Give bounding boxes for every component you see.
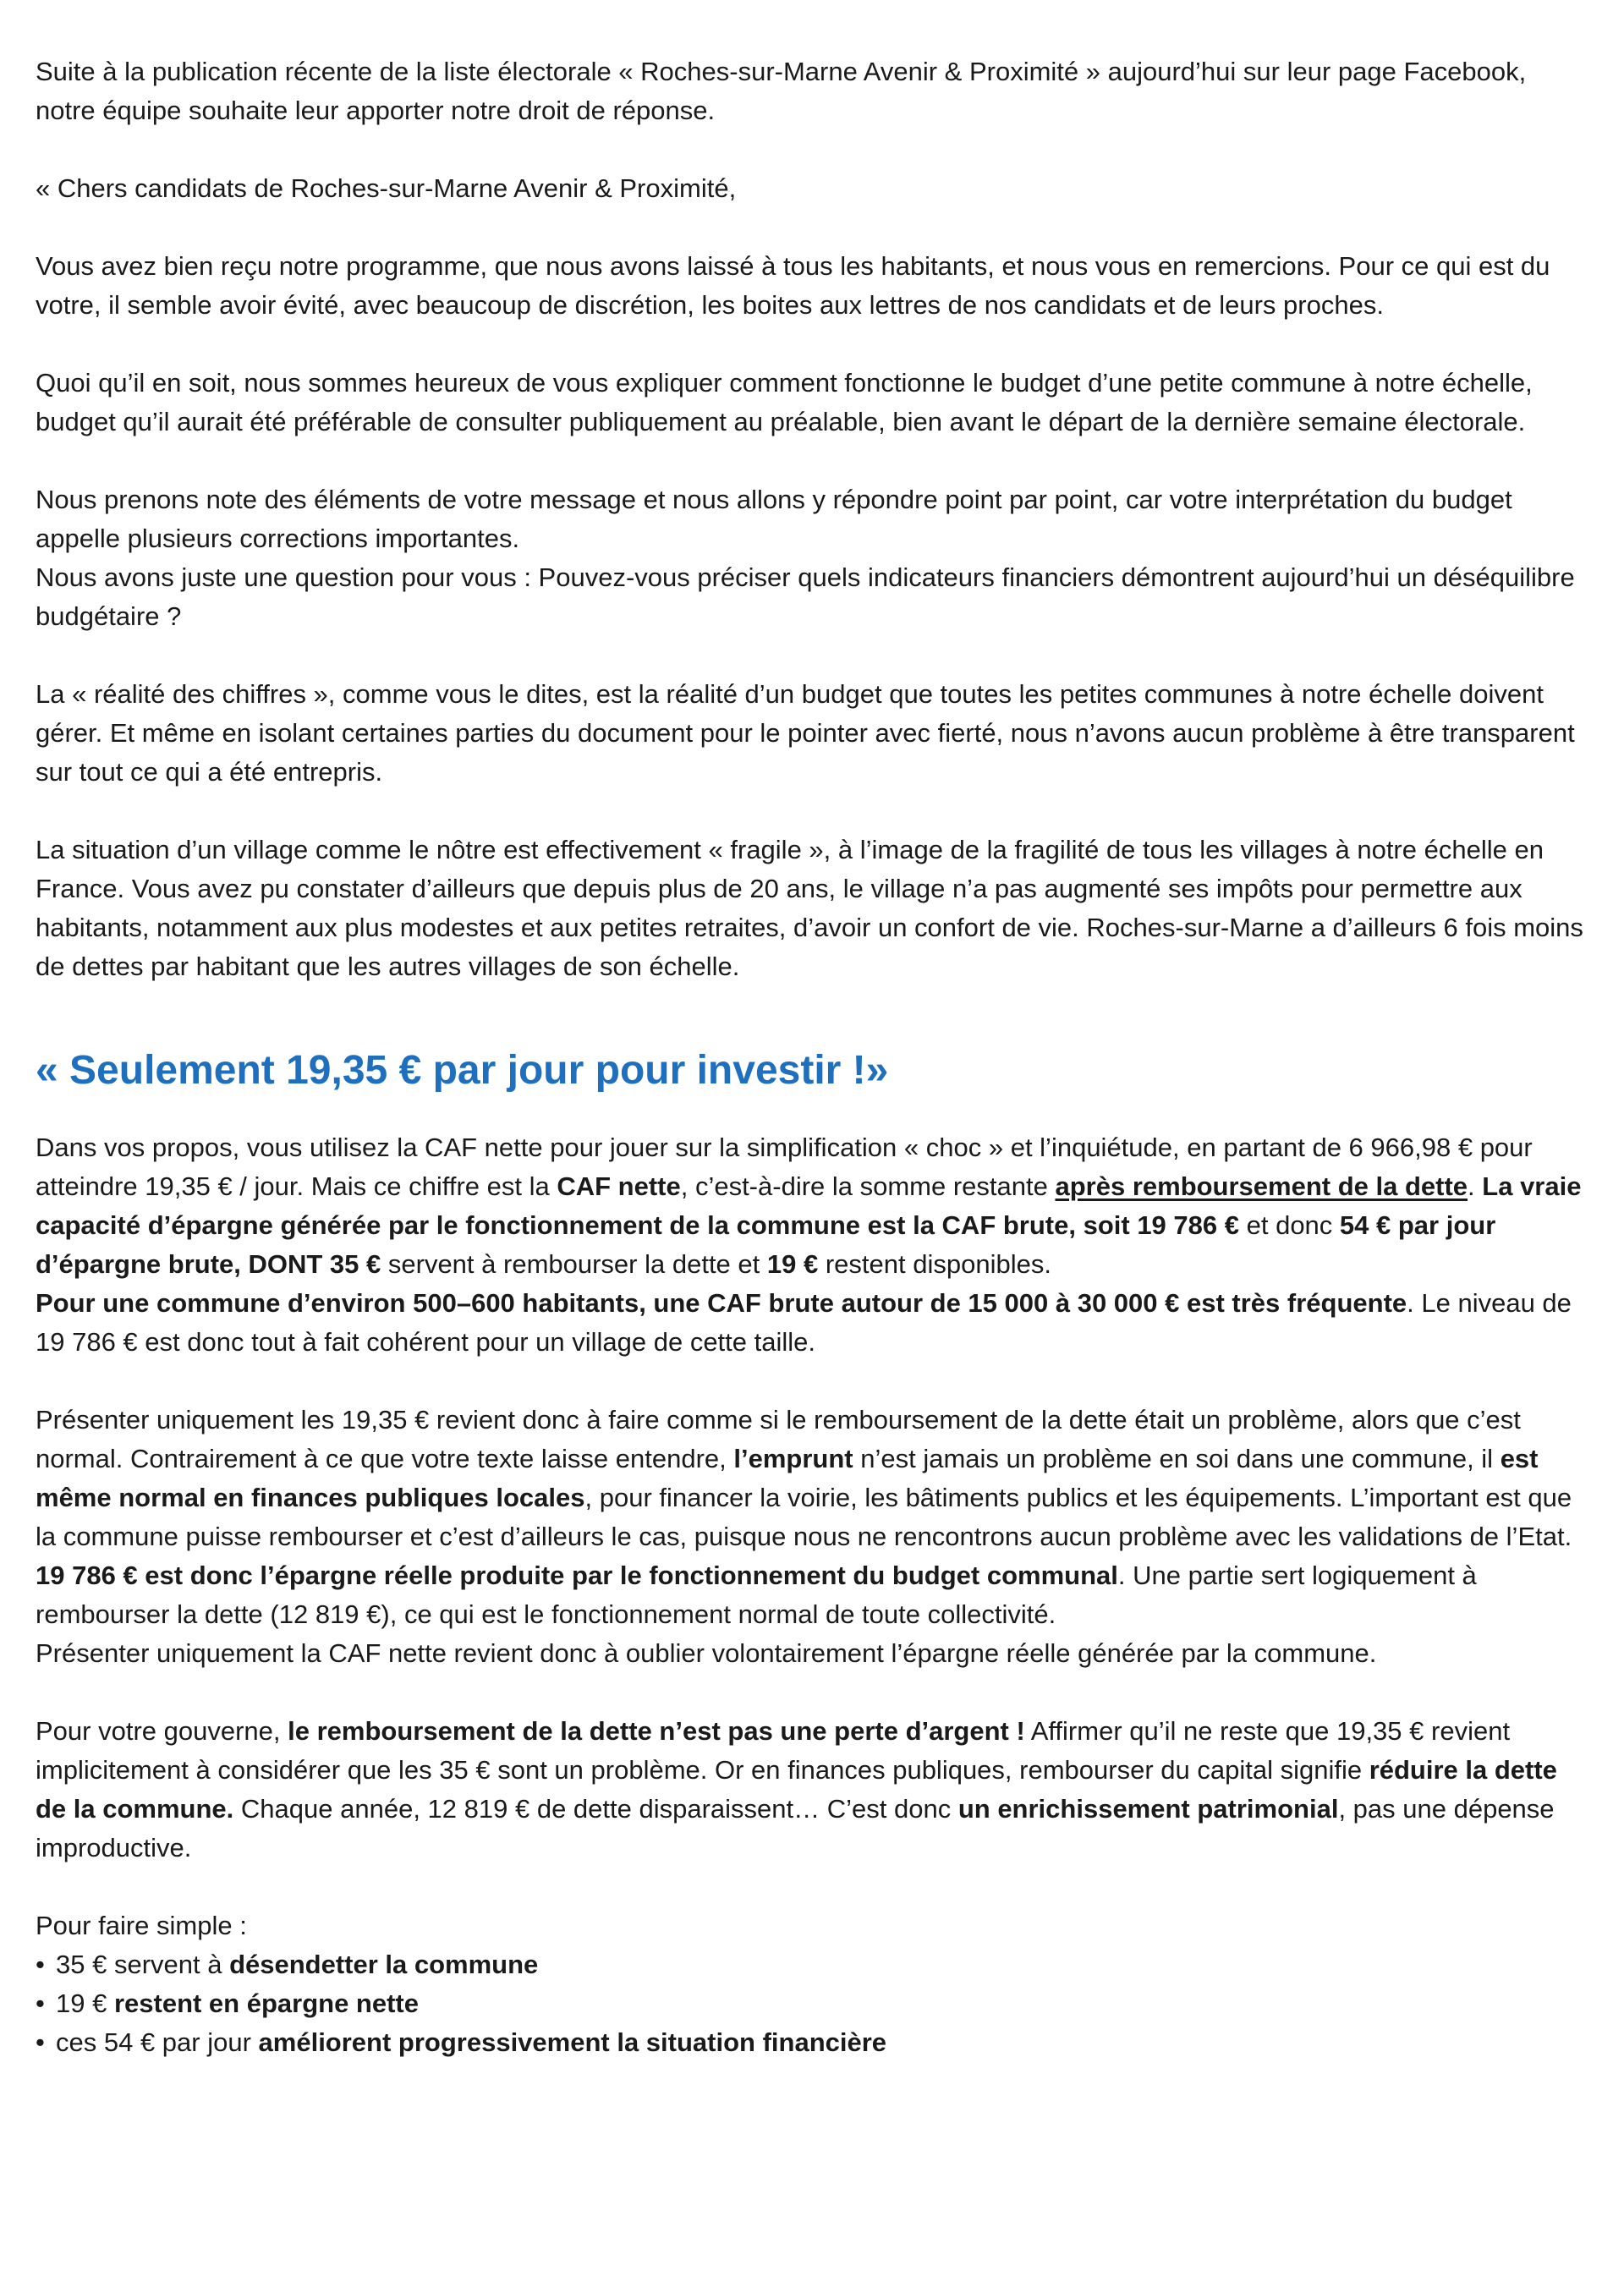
debt-normal-paragraph: Présenter uniquement les 19,35 € revient donc à faire comme si le remboursement de la dette était un problème, alors que c’est normal. Contrairement à ce que votre texte laisse entendre, l’emprunt n’est jamais un problème en soi dans une commune, il est même normal en finances publiques locales, pour financer la voirie, les bâtiments publics et les équipements. L’important est que la commune puisse rembourser et c’est d’ailleurs le cas, puisque nous ne rencontrons aucun problème avec les validations de l’Etat. xyxy=(36,1405,1572,1551)
real-savings-paragraph: 19 786 € est donc l’épargne réelle produite par le fonctionnement du budget communal. Une partie sert logiquement à rembourser la dette (12 819 €), ce qui est le fonctionnement normal de toute collectivité. xyxy=(36,1561,1477,1629)
intro-paragraph: Suite à la publication récente de la liste électorale « Roches-sur-Marne Avenir & Proximité » aujourd’hui sur leur page Facebook, notre équipe souhaite leur apporter notre droit de réponse. xyxy=(36,57,1527,125)
section-heading: « Seulement 19,35 € par jour pour investir !» xyxy=(36,1048,889,1093)
list-item: • 35 € servent à désendetter la commune xyxy=(36,1945,1588,1984)
summary-list xyxy=(36,1945,1588,2062)
summary-lead: Pour faire simple : xyxy=(36,1911,247,1940)
caf-nette-paragraph: Présenter uniquement la CAF nette revient donc à oublier volontairement l’épargne réelle générée par la commune. xyxy=(36,1638,1377,1668)
reality-paragraph: La « réalité des chiffres », comme vous le dites, est la réalité d’un budget que toutes les petites communes à notre échelle doivent gérer. Et même en isolant certaines parties du document pour le pointer avec fierté, nous n’avons aucun problème à être transparent sur tout ce qui a été entrepris. xyxy=(36,679,1575,787)
bullet-icon: • xyxy=(36,1950,45,1979)
budget-explanation-paragraph: Quoi qu’il en soit, nous sommes heureux de vous expliquer comment fonctionne le budget d’une petite commune à notre échelle, budget qu’il aurait été préférable de consulter publiquement au préalable, bien avant le départ de la dernière semaine électorale. xyxy=(36,368,1533,436)
salutation: « Chers candidats de Roches-sur-Marne Avenir & Proximité, xyxy=(36,173,737,203)
situation-paragraph: La situation d’un village comme le nôtre est effectivement « fragile », à l’image de la fragilité de tous les villages à notre échelle en France. Vous avez pu constater d’ailleurs que depuis plus de 20 ans, le village n’a pas augmenté ses impôts pour permettre aux habitants, notamment aux plus modestes et aux petites retraites, d’avoir un confort de vie. Roches-sur-Marne a d’ailleurs 6 fois moins de dettes par habitant que les autres villages de son échelle. xyxy=(36,835,1583,981)
response-paragraph: Nous prenons note des éléments de votre message et nous allons y répondre point par point, car votre interprétation du budget appelle plusieurs corrections importantes. xyxy=(36,485,1512,553)
bullet-icon: • xyxy=(36,2027,45,2057)
caf-benchmark-paragraph: Pour une commune d’environ 500–600 habitants, une CAF brute autour de 15 000 à 30 000 € est très fréquente. Le niveau de 19 786 € est donc tout à fait cohérent pour un village de cette taille. xyxy=(36,1288,1572,1357)
bullet-icon: • xyxy=(36,1989,45,2018)
caf-paragraph: Dans vos propos, vous utilisez la CAF nette pour jouer sur la simplification « choc » et l’inquiétude, en partant de 6 966,98 € pour atteindre 19,35 € / jour. Mais ce chiffre est la CAF nette, c’est-à-dire la somme restante après remboursement de la dette. La vraie capacité d’épargne générée par le fonctionnement de la commune est la CAF brute, soit 19 786 € et donc 54 € par jour d’épargne brute, DONT 35 € servent à rembourser la dette et 19 € restent disponibles. xyxy=(36,1133,1582,1279)
list-item: • 19 € restent en épargne nette xyxy=(36,1984,1588,2023)
question-paragraph: Nous avons juste une question pour vous : Pouvez-vous préciser quels indicateurs financiers démontrent aujourd’hui un déséquilibre budgétaire ? xyxy=(36,562,1575,631)
list-item: • ces 54 € par jour améliorent progressivement la situation financière xyxy=(36,2023,1588,2062)
repayment-paragraph: Pour votre gouverne, le remboursement de la dette n’est pas une perte d’argent ! Affirmer qu’il ne reste que 19,35 € revient implicitement à considérer que les 35 € sont un problème. Or en finances publiques, rembourser du capital signifie réduire la dette de la commune. Chaque année, 12 819 € de dette disparaissent… C’est donc un enrichissement patrimonial, pas une dépense improductive. xyxy=(36,1716,1557,1862)
program-paragraph: Vous avez bien reçu notre programme, que nous avons laissé à tous les habitants, et nous vous en remercions. Pour ce qui est du votre, il semble avoir évité, avec beaucoup de discrétion, les boites aux lettres de nos candidats et de leurs proches. xyxy=(36,251,1550,320)
